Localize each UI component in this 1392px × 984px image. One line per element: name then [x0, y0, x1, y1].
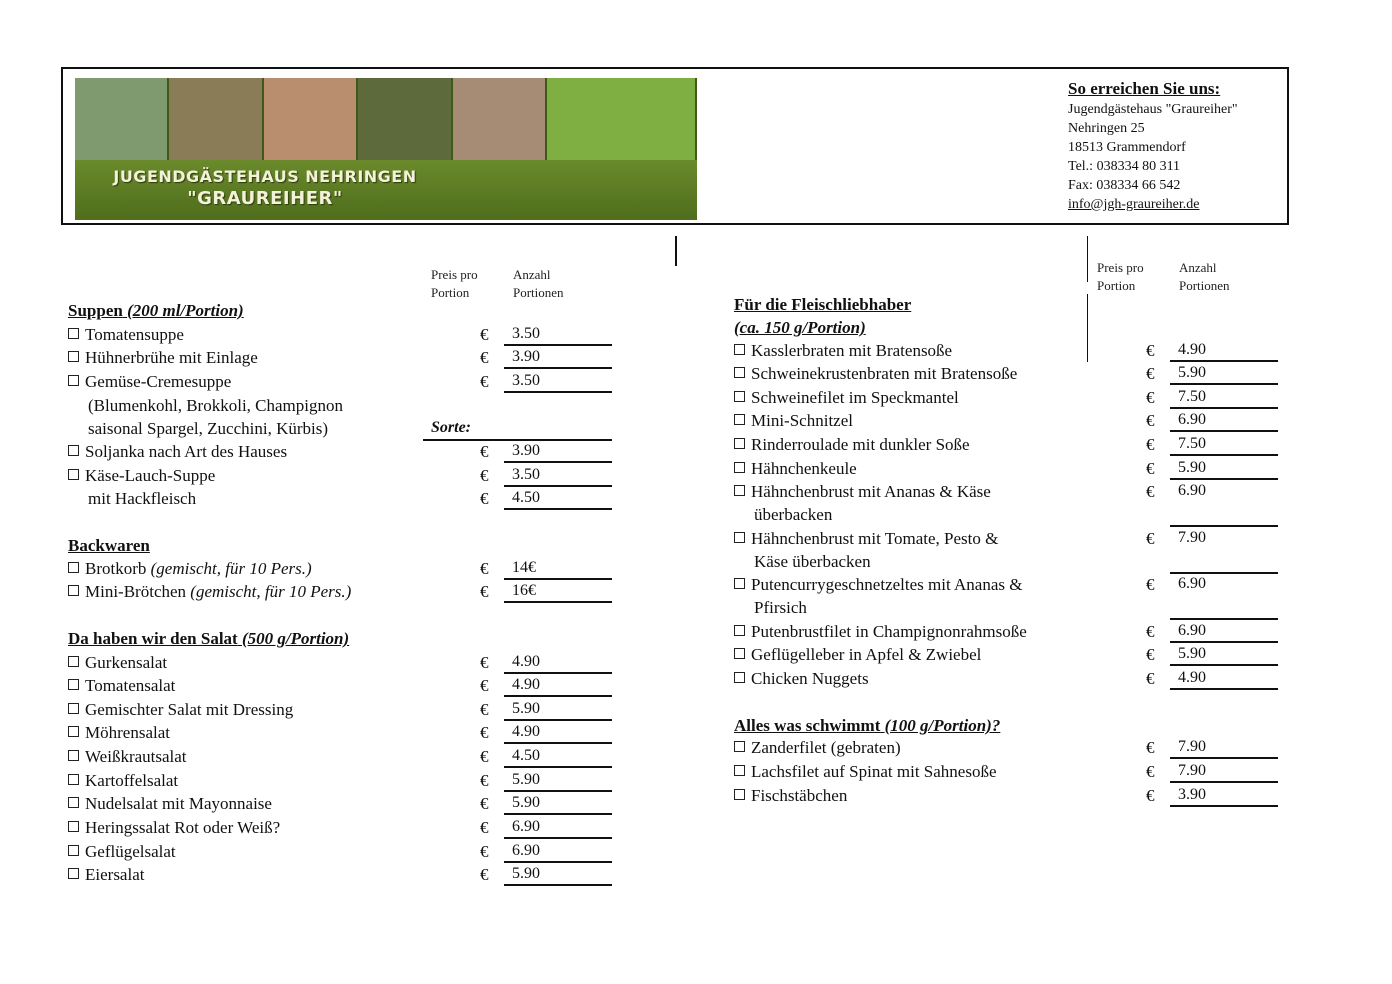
checkbox-icon[interactable] — [734, 462, 745, 473]
checkbox-icon[interactable] — [734, 648, 745, 659]
photo-campfire — [358, 78, 452, 162]
menu-item-label: Möhrensalat — [85, 723, 170, 742]
banner-title-line1: JUGENDGÄSTEHAUS NEHRINGEN — [113, 167, 417, 186]
currency-symbol: € — [480, 325, 489, 344]
price-field[interactable]: 7.50 — [1170, 387, 1278, 409]
menu-item[interactable] — [734, 737, 901, 759]
menu-item-note: (gemischt, für 10 Pers.) — [150, 559, 312, 578]
contact-block — [1068, 78, 1238, 214]
photo-group — [264, 78, 358, 162]
checkbox-icon[interactable] — [734, 414, 745, 425]
menu-item-label: Putencurrygeschnetzeltes mit Ananas & — [751, 575, 1023, 594]
banner-photos — [75, 78, 697, 162]
menu-item-continued: Pfirsich — [754, 598, 807, 617]
currency-symbol: € — [1146, 459, 1155, 478]
currency-symbol: € — [1146, 575, 1155, 594]
checkbox-icon[interactable] — [68, 328, 79, 339]
checkbox-icon[interactable] — [68, 679, 79, 690]
price-field[interactable]: 4.90 — [1170, 668, 1278, 690]
menu-item-label: Hühnerbrühe mit Einlage — [85, 348, 258, 367]
checkbox-icon[interactable] — [68, 821, 79, 832]
section-title-text: Suppen — [68, 301, 123, 320]
photo-heron — [75, 78, 169, 162]
photo-girls-meadow — [547, 78, 697, 162]
menu-item-label: Weißkrautsalat — [85, 747, 187, 766]
column-divider — [675, 236, 677, 266]
menu-item[interactable] — [734, 761, 997, 783]
colhead-anzahl-line: Anzahl — [1179, 260, 1217, 275]
colhead-preis — [1097, 259, 1144, 295]
currency-symbol: € — [480, 865, 489, 884]
checkbox-icon[interactable] — [734, 741, 745, 752]
contact-heading: So erreichen Sie uns: — [1068, 79, 1221, 98]
section-backwaren-title: Backwaren — [68, 536, 150, 555]
currency-symbol: € — [1146, 482, 1155, 501]
contact-email-link[interactable]: info@jgh-graureiher.de — [1068, 197, 1200, 212]
menu-item[interactable] — [68, 746, 187, 768]
menu-item-continued: Käse überbacken — [754, 552, 871, 571]
menu-item-label: Zanderfilet (gebraten) — [751, 738, 901, 757]
price-field[interactable]: 4.90 — [504, 675, 612, 697]
checkbox-icon[interactable] — [68, 774, 79, 785]
colhead-anzahl-line: Portionen — [513, 285, 564, 300]
price-field[interactable]: 4.50 — [504, 488, 612, 510]
menu-item[interactable] — [68, 841, 176, 863]
menu-item-continued: überbacken — [754, 505, 833, 524]
currency-symbol: € — [1146, 388, 1155, 407]
banner-image — [75, 78, 697, 220]
currency-symbol: € — [480, 559, 489, 578]
price-field[interactable]: 6.90 — [504, 841, 612, 863]
checkbox-icon[interactable] — [734, 578, 745, 589]
currency-symbol: € — [480, 582, 489, 601]
menu-item-note: (gemischt, für 10 Pers.) — [190, 582, 352, 601]
price-field[interactable]: 4.50 — [504, 746, 612, 768]
price-field[interactable]: 5.90 — [504, 864, 612, 886]
menu-item-label: Geflügelleber in Apfel & Zwiebel — [751, 645, 982, 664]
banner-title — [75, 166, 455, 210]
menu-item[interactable] — [734, 434, 970, 456]
menu-item[interactable] — [734, 481, 991, 503]
currency-symbol: € — [480, 676, 489, 695]
checkbox-icon[interactable] — [734, 344, 745, 355]
currency-symbol: € — [1146, 529, 1155, 548]
currency-symbol: € — [480, 348, 489, 367]
section-title-text: Da haben wir den Salat — [68, 629, 238, 648]
currency-symbol: € — [1146, 411, 1155, 430]
checkbox-icon[interactable] — [68, 703, 79, 714]
price-field[interactable]: 5.90 — [504, 793, 612, 815]
currency-symbol: € — [480, 747, 489, 766]
menu-item[interactable] — [68, 581, 351, 603]
checkbox-icon[interactable] — [68, 469, 79, 480]
menu-item[interactable] — [734, 387, 959, 409]
checkbox-icon[interactable] — [734, 438, 745, 449]
colhead-preis-line: Preis pro — [431, 267, 478, 282]
currency-symbol: € — [480, 723, 489, 742]
menu-item-label: Hähnchenkeule — [751, 459, 857, 478]
checkbox-icon[interactable] — [734, 532, 745, 543]
menu-item[interactable] — [68, 652, 167, 674]
checkbox-icon[interactable] — [68, 656, 79, 667]
currency-symbol: € — [480, 442, 489, 461]
section-fisch-title — [734, 715, 1000, 737]
checkbox-icon[interactable] — [68, 845, 79, 856]
currency-symbol: € — [1146, 364, 1155, 383]
menu-item-label: Kartoffelsalat — [85, 771, 179, 790]
menu-item-label: Hähnchenbrust mit Tomate, Pesto & — [751, 529, 999, 548]
menu-item-label: Mini-Schnitzel — [751, 411, 853, 430]
menu-item[interactable] — [68, 699, 293, 721]
price-field[interactable]: 3.50 — [504, 465, 612, 487]
contact-line: 18513 Grammendorf — [1068, 140, 1186, 155]
section-fleisch-note — [734, 317, 866, 339]
currency-symbol: € — [480, 372, 489, 391]
price-field[interactable]: 7.90 — [1170, 761, 1278, 783]
currency-symbol: € — [1146, 738, 1155, 757]
price-field[interactable]: 4.90 — [504, 652, 612, 674]
menu-item[interactable] — [68, 675, 175, 697]
menu-item[interactable] — [68, 770, 178, 792]
colhead-preis-line: Portion — [1097, 278, 1136, 293]
checkbox-icon[interactable] — [68, 868, 79, 879]
checkbox-icon[interactable] — [68, 562, 79, 573]
menu-item[interactable] — [734, 668, 869, 690]
price-field[interactable]: 3.50 — [504, 371, 612, 393]
banner-title-line2: "GRAUREIHER" — [187, 188, 343, 209]
price-field[interactable]: 5.90 — [1170, 644, 1278, 666]
menu-item[interactable] — [68, 465, 215, 487]
price-field[interactable]: 5.90 — [1170, 363, 1278, 385]
menu-item-label: Käse-Lauch-Suppe — [85, 466, 216, 485]
menu-item[interactable] — [734, 644, 981, 666]
checkbox-icon[interactable] — [734, 367, 745, 378]
colhead-anzahl — [1179, 259, 1230, 295]
currency-symbol: € — [480, 842, 489, 861]
price-field[interactable]: 4.90 — [504, 722, 612, 744]
colhead-preis-line: Portion — [431, 285, 470, 300]
menu-item-detail: mit Hackfleisch — [88, 489, 197, 508]
checkbox-icon[interactable] — [68, 726, 79, 737]
section-salat-title — [68, 628, 349, 650]
checkbox-icon[interactable] — [734, 485, 745, 496]
column-divider-right — [1087, 236, 1088, 282]
currency-symbol: € — [480, 466, 489, 485]
checkbox-icon[interactable] — [68, 750, 79, 761]
currency-symbol: € — [480, 771, 489, 790]
checkbox-icon[interactable] — [734, 391, 745, 402]
price-field[interactable]: 14€ — [504, 558, 612, 580]
menu-item-label: Schweinekrustenbraten mit Bratensoße — [751, 364, 1018, 383]
menu-item[interactable] — [68, 347, 258, 369]
checkbox-icon[interactable] — [734, 765, 745, 776]
menu-item-label: Gemüse-Cremesuppe — [85, 372, 232, 391]
checkbox-icon[interactable] — [734, 625, 745, 636]
price-field[interactable]: 5.90 — [1170, 458, 1278, 480]
menu-item-label: Hähnchenbrust mit Ananas & Käse — [751, 482, 991, 501]
currency-symbol: € — [1146, 645, 1155, 664]
checkbox-icon[interactable] — [68, 445, 79, 456]
menu-item[interactable] — [68, 817, 280, 839]
currency-symbol: € — [1146, 622, 1155, 641]
colhead-anzahl — [513, 266, 564, 302]
menu-item[interactable] — [734, 528, 998, 550]
header-box — [61, 67, 1289, 225]
price-field[interactable]: 6.90 — [504, 817, 612, 839]
menu-item-label: Tomatensalat — [85, 676, 176, 695]
menu-item-label: Kasslerbraten mit Bratensoße — [751, 341, 953, 360]
currency-symbol: € — [480, 489, 489, 508]
menu-item[interactable] — [734, 340, 952, 362]
sorte-label: Sorte: — [431, 419, 471, 436]
price-field[interactable]: 6.90 — [1170, 481, 1278, 527]
price-field[interactable]: 7.90 — [1170, 528, 1278, 574]
checkbox-icon[interactable] — [68, 585, 79, 596]
price-field[interactable]: 5.90 — [504, 770, 612, 792]
checkbox-icon[interactable] — [734, 789, 745, 800]
menu-item[interactable] — [68, 324, 184, 346]
colhead-preis — [431, 266, 478, 302]
checkbox-icon[interactable] — [68, 375, 79, 386]
column-divider-right — [1087, 294, 1088, 362]
colhead-anzahl-line: Portionen — [1179, 278, 1230, 293]
checkbox-icon[interactable] — [68, 797, 79, 808]
menu-item-label: Eiersalat — [85, 865, 145, 884]
menu-item[interactable] — [68, 441, 287, 463]
currency-symbol: € — [480, 818, 489, 837]
menu-item-label: Putenbrustfilet in Champignonrahmsoße — [751, 622, 1027, 641]
price-field[interactable]: 5.90 — [504, 699, 612, 721]
section-title-note: (ca. 150 g/Portion) — [734, 318, 866, 337]
menu-item[interactable] — [68, 793, 272, 815]
menu-item-detail: saisonal Spargel, Zucchini, Kürbis) — [88, 419, 329, 438]
checkbox-icon[interactable] — [68, 351, 79, 362]
price-field[interactable]: 16€ — [504, 581, 612, 603]
menu-item[interactable] — [68, 371, 231, 393]
menu-item-label: Soljanka nach Art des Hauses — [85, 442, 288, 461]
price-field[interactable]: 3.50 — [504, 324, 612, 346]
contact-line: Fax: 038334 66 542 — [1068, 178, 1181, 193]
menu-item-label: Mini-Brötchen — [85, 582, 187, 601]
section-suppen-title — [68, 300, 244, 322]
colhead-anzahl-line: Anzahl — [513, 267, 551, 282]
menu-item-label: Fischstäbchen — [751, 786, 848, 805]
contact-line: Nehringen 25 — [1068, 121, 1145, 136]
currency-symbol: € — [1146, 435, 1155, 454]
menu-item[interactable] — [734, 458, 857, 480]
menu-item-detail: (Blumenkohl, Brokkoli, Champignon — [88, 396, 343, 415]
photo-raft — [169, 78, 263, 162]
menu-item-label: Schweinefilet im Speckmantel — [751, 388, 959, 407]
currency-symbol: € — [1146, 341, 1155, 360]
menu-item-label: Heringssalat Rot oder Weiß? — [85, 818, 281, 837]
checkbox-icon[interactable] — [734, 672, 745, 683]
menu-item[interactable] — [734, 785, 847, 807]
menu-item-label: Gemischter Salat mit Dressing — [85, 700, 294, 719]
menu-item-label: Geflügelsalat — [85, 842, 176, 861]
colhead-preis-line: Preis pro — [1097, 260, 1144, 275]
menu-item[interactable] — [734, 574, 1022, 596]
contact-line: Jugendgästehaus "Graureiher" — [1068, 102, 1238, 117]
menu-item[interactable] — [734, 410, 853, 432]
currency-symbol: € — [480, 794, 489, 813]
price-field[interactable]: 6.90 — [1170, 621, 1278, 643]
price-field[interactable]: 3.90 — [504, 441, 612, 463]
menu-item-label: Gurkensalat — [85, 653, 168, 672]
price-field[interactable]: 6.90 — [1170, 410, 1278, 432]
currency-symbol: € — [1146, 762, 1155, 781]
menu-item-label: Rinderroulade mit dunkler Soße — [751, 435, 970, 454]
menu-item-label: Brotkorb — [85, 559, 147, 578]
menu-item-label: Chicken Nuggets — [751, 669, 869, 688]
menu-item[interactable] — [68, 558, 312, 580]
section-fleisch-title: Für die Fleischliebhaber — [734, 295, 912, 314]
menu-item-label: Lachsfilet auf Spinat mit Sahnesoße — [751, 762, 997, 781]
price-field[interactable]: 7.50 — [1170, 434, 1278, 456]
price-field[interactable]: 4.90 — [1170, 340, 1278, 362]
currency-symbol: € — [1146, 669, 1155, 688]
price-field[interactable]: 7.90 — [1170, 737, 1278, 759]
price-field[interactable]: 6.90 — [1170, 574, 1278, 620]
section-title-note: (500 g/Portion) — [241, 629, 350, 648]
section-title-note: (100 g/Portion)? — [884, 716, 1001, 735]
section-title-note: (200 ml/Portion) — [127, 301, 244, 320]
currency-symbol: € — [480, 700, 489, 719]
price-field[interactable]: 3.90 — [1170, 785, 1278, 807]
menu-item-label: Nudelsalat mit Mayonnaise — [85, 794, 272, 813]
menu-item[interactable] — [734, 363, 1017, 385]
section-title-text: Alles was schwimmt — [734, 716, 881, 735]
price-field[interactable]: 3.90 — [504, 347, 612, 369]
menu-item-label: Tomatensuppe — [85, 325, 184, 344]
currency-symbol: € — [1146, 786, 1155, 805]
currency-symbol: € — [480, 653, 489, 672]
menu-item[interactable] — [734, 621, 1027, 643]
contact-line: Tel.: 038334 80 311 — [1068, 159, 1181, 174]
menu-item[interactable] — [68, 864, 144, 886]
menu-item[interactable] — [68, 722, 170, 744]
photo-kids — [453, 78, 547, 162]
